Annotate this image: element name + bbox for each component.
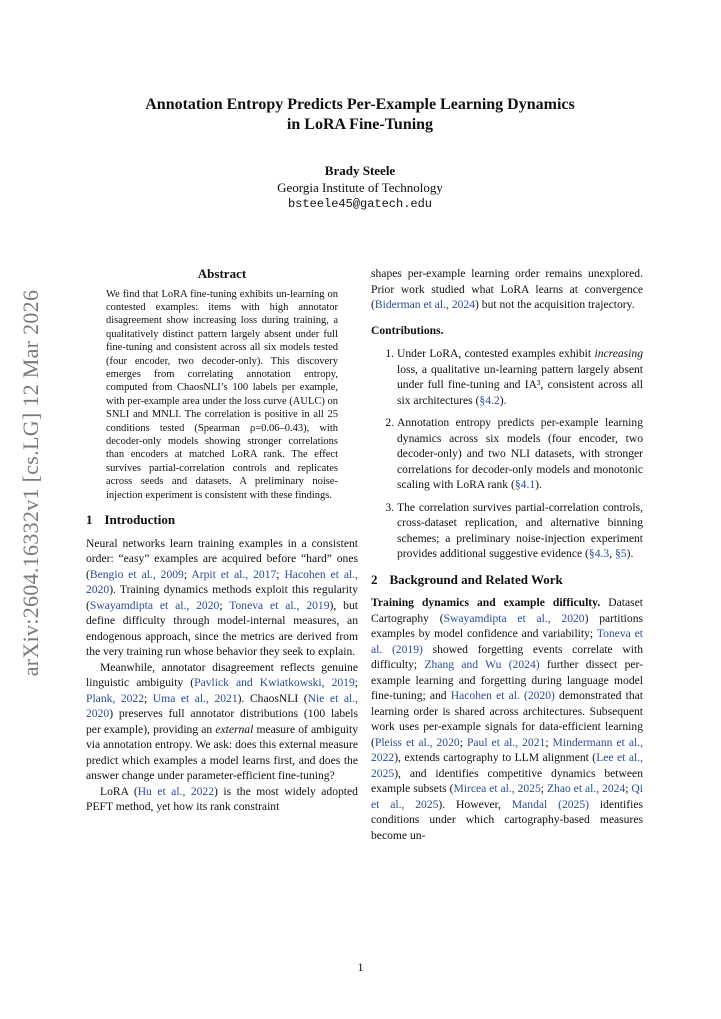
citation-link[interactable]: Bengio et al., 2009 (89, 567, 184, 581)
citation-link[interactable]: Lee et al., 2025 (371, 751, 644, 780)
citation-link[interactable]: Uma et al., 2021 (152, 691, 238, 705)
author-affiliation: Georgia Institute of Technology (277, 180, 443, 195)
page-number: 1 (357, 960, 364, 974)
citation-link[interactable]: Pavlick and Kwiatkowski, 2019 (194, 676, 355, 689)
citation-link[interactable]: Nie et al., 2020 (86, 691, 358, 720)
intro-paragraph-3: LoRA (Hu et al., 2022) is the most widely adopted PEFT method, yet how its rank constraint (86, 784, 358, 813)
section-1-title: Introduction (104, 512, 176, 527)
abstract-text: We find that LoRA fine-tuning exhibits un-learning on contested examples: items with high annotator disagreement show increasing loss during training, a qualitatively distinct pattern largely absent under full fine-tuning and consistent across all six models tested (four encoder, two decoder-only). This discovery emerges from correlating annotation entropy, computed from ChaosNLI’s 100 labels per example, with per-example area under the loss curve (AULC) on SNLI and MNLI. The correlation is positive in all 25 conditions tested (Spearman ρ=0.06–0.43), with decoder-only models showing stronger correlations than encoders at matched LoRA rank. The effect survives partial-correlation controls and replicates across seeds and datasets. A preliminary noise-injection experiment is consistent with these findings. (106, 288, 338, 501)
contribution-item: 3. The correlation survives partial-correlation controls, cross-dataset replication, and alternative binning schemes; a preliminary noise-injection experiment provides additional suggestive evidence (§4.3, §5). (397, 500, 643, 562)
citation-link[interactable]: Plank, 2022 (86, 691, 145, 705)
citation-link[interactable]: Biderman et al., 2024 (374, 298, 476, 311)
citation-link[interactable]: Paul et al., 2021 (466, 735, 546, 749)
author-block (80, 162, 640, 213)
intro-continuation: shapes per-example learning order remains unexplored. Prior work studied what LoRA learns at convergence (Biderman et al., 2024) but not the acquisition trajectory. (371, 267, 643, 311)
citation-link[interactable]: Pleiss et al., 2020 (374, 735, 460, 749)
citation-link[interactable]: Hu et al., 2022 (137, 784, 215, 798)
section-2-heading (371, 572, 643, 588)
section-ref-link[interactable]: §4.1 (514, 478, 536, 491)
citation-link[interactable]: Zhang and Wu (2024) (424, 658, 540, 671)
citation-link[interactable]: Swayamdipta et al., 2020 (443, 611, 585, 625)
background-paragraph: Training dynamics and example difficulty. Dataset Cartography (Swayamdipta et al., 2020) partitions examples by model confidence and variability; Toneva et al. (2019) showed forgetting events correlate with difficulty; Zhang and Wu (2024) further dissect per-example learning and forgetting during language model fine-tuning; and Hacohen et al. (2020) demonstrated that learning order is shared across architectures. Subsequent work uses per-example signals for data-efficient learning (Pleiss et al., 2020; Paul et al., 2021; Mindermann et al., 2022), extends cartography to LLM alignment (Lee et al., 2025), and identifies competitive dynamics between example subsets (Mircea et al., 2025; Zhao et al., 2024; Qi et al., 2025). However, Mandal (2025) identifies conditions under which cartography-based measures become un- (371, 596, 644, 842)
author-email: bsteele45@gatech.edu (287, 197, 433, 211)
citation-link[interactable]: Zhao et al., 2024 (546, 782, 626, 795)
citation-link[interactable]: Arpit et al., 2017 (191, 567, 277, 581)
arxiv-identifier: arXiv:2604.16332v1 [cs.LG] 12 Mar 2026 (18, 289, 43, 677)
section-ref-link[interactable]: §4.3 (588, 547, 610, 560)
runin-heading: Training dynamics and example difficulty. (371, 596, 601, 609)
title-line-2: in LoRA Fine-Tuning (286, 116, 434, 133)
intro-paragraph-2: Meanwhile, annotator disagreement reflects genuine linguistic ambiguity (Pavlick and Kwiatkowski, 2019; Plank, 2022; Uma et al., 2021). ChaosNLI (Nie et al., 2020) preserves full annotator distributions (100 labels per example), providing an external measure of ambiguity via annotation entropy. We ask: does this external measure predict which examples a model learns first, and does the answer change under parameter-efficient fine-tuning? (86, 660, 358, 782)
abstract-heading: Abstract (197, 266, 247, 281)
section-ref-link[interactable]: §5 (614, 547, 627, 560)
section-2-number: 2 (371, 571, 378, 587)
section-1-heading (86, 512, 358, 528)
citation-link[interactable]: Hacohen et al., 2020 (86, 567, 359, 596)
citation-link[interactable]: Qi et al., 2025 (371, 782, 643, 811)
title-line-1: Annotation Entropy Predicts Per-Example Learning Dynamics (145, 96, 575, 113)
citation-link[interactable]: Swayamdipta et al., 2020 (89, 598, 220, 612)
right-column (371, 266, 643, 843)
intro-paragraph-1: Neural networks learn training examples in a consistent order: “easy” examples are acquired before “hard” ones (Bengio et al., 2009; Arpit et al., 2017; Hacohen et al., 2020). Training dynamics methods exploit this regularity (Swayamdipta et al., 2020; Toneva et al., 2019), but define difficulty through model-internal measures, an endogenous approach, since the metrics are derived from the very training run whose behavior they seek to explain. (86, 536, 359, 658)
citation-link[interactable]: Mindermann et al., 2022 (371, 735, 643, 764)
contribution-item: 2. Annotation entropy predicts per-example learning dynamics across six models (four encoder, two decoder-only) and two NLI datasets, with stronger correlations for decoder-only models and monotonic scaling with LoRA rank (§4.1). (397, 415, 643, 493)
section-2-title: Background and Related Work (389, 571, 563, 587)
citation-link[interactable]: Toneva et al., 2019 (229, 598, 330, 612)
left-column (86, 266, 358, 815)
author-name: Brady Steele (324, 163, 396, 178)
citation-link[interactable]: Mircea et al., 2025 (453, 782, 541, 795)
contribution-item: 1. Under LoRA, contested examples exhibit increasing loss, a qualitative un-learning pattern largely absent under full fine-tuning and IA³, consistent across all six architectures (§4.2). (397, 346, 643, 408)
arxiv-sidebar (14, 289, 48, 677)
citation-link[interactable]: Hacohen et al. (2020) (450, 689, 555, 702)
contributions-list (371, 346, 643, 562)
section-1-number: 1 (86, 512, 93, 527)
contributions-heading: Contributions. (371, 323, 444, 337)
citation-link[interactable]: Toneva et al. (2019) (371, 627, 643, 656)
paper-title (80, 95, 640, 135)
section-ref-link[interactable]: §4.2 (479, 393, 500, 407)
citation-link[interactable]: Mandal (2025) (511, 797, 589, 811)
